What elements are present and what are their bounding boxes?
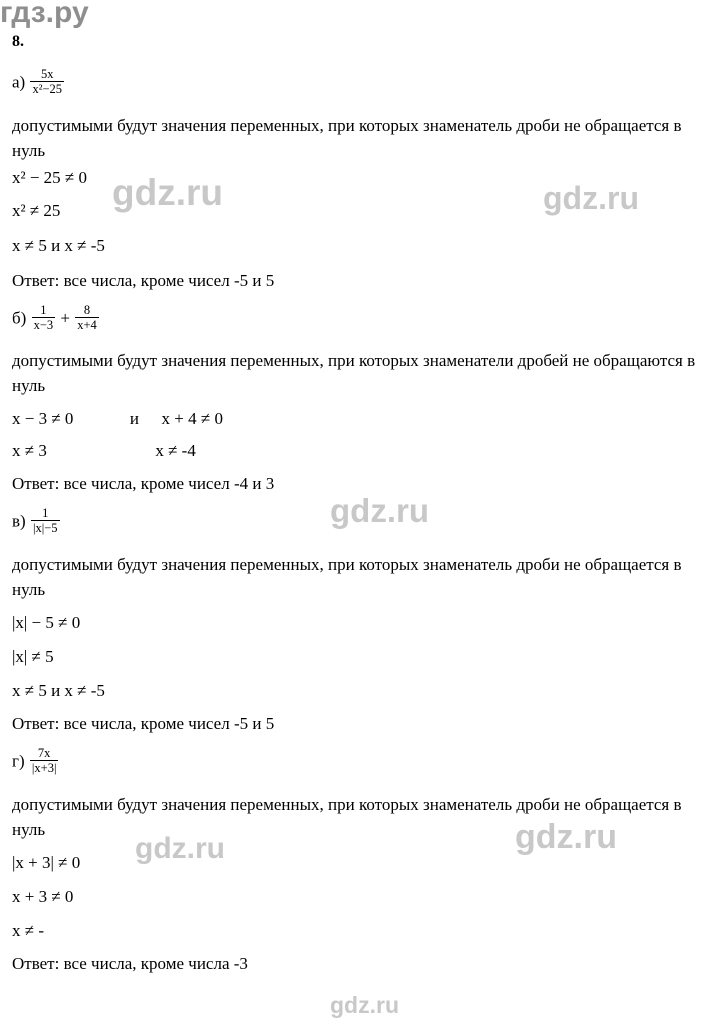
part-v-step-2: |x| ≠ 5 [12,647,54,666]
part-g-statement: допустимыми будут значения переменных, при которых знаменатель дроби не обращается в нуль [12,795,682,839]
part-g-label: г) [12,751,25,771]
part-a-fraction [30,67,64,96]
part-b-answer: Ответ: все числа, кроме чисел -4 и 3 [12,474,275,493]
part-a-statement: допустимыми будут значения переменных, при которых знаменатель дроби не обращается в нуль [12,116,682,160]
part-a-step-1: x² − 25 ≠ 0 [12,168,88,187]
part-b-expression [12,303,100,332]
part-b-plus-sign: + [60,308,70,328]
part-b-fraction-1-numerator: 1 [40,303,47,317]
part-b-step-1 [12,408,223,429]
part-a-step-2: x² ≠ 25 [12,201,61,220]
part-a-label: а) [12,72,26,92]
part-v-expression [12,506,61,535]
part-b-label: б) [12,308,27,328]
part-g-step-1: |x + 3| ≠ 0 [12,853,81,872]
part-v-step-1: |x| − 5 ≠ 0 [12,613,81,632]
part-g-step-2: x + 3 ≠ 0 [12,887,74,906]
part-a-fraction-denominator: x²−25 [32,82,63,96]
task-number: 8. [12,33,24,50]
part-g-step-3: x ≠ - [12,921,44,940]
part-b-fraction-2-denominator: x+4 [77,318,97,332]
part-a-expression [12,67,65,96]
watermark-2: gdz.ru [543,180,639,216]
part-b-step-1-conjunction: и [129,409,140,428]
part-b-statement: допустимыми будут значения переменных, при которых знаменатели дробей не обращаются в нуль [12,351,696,395]
part-b-fraction-2 [75,303,99,332]
part-b-fraction-1 [32,303,56,332]
part-v-label: в) [12,511,26,531]
part-g-fraction [30,746,59,775]
part-a-answer: Ответ: все числа, кроме чисел -5 и 5 [12,271,275,290]
site-logo-watermark: гдз.ру [0,0,89,29]
part-b-step-2-right: x ≠ -4 [155,441,196,460]
part-a-step-3: x ≠ 5 и x ≠ -5 [12,236,105,255]
part-b-fraction-1-denominator: x−3 [33,318,54,332]
part-b-step-1-left: x − 3 ≠ 0 [12,409,74,428]
part-v-fraction-denominator: |x|−5 [32,521,58,535]
part-b-step-2-left: x ≠ 3 [12,441,47,460]
part-g-answer: Ответ: все числа, кроме числа -3 [12,954,248,973]
part-v-fraction-numerator: 1 [42,506,49,520]
watermark-1: gdz.ru [112,172,223,213]
part-b-fraction-2-numerator: 8 [83,303,91,317]
watermark-4: gdz.ru [135,832,225,865]
part-b-step-1-right: x + 4 ≠ 0 [161,409,223,428]
part-b-step-2 [12,440,196,461]
part-g-fraction-denominator: |x+3| [31,761,57,775]
part-g-fraction-numerator: 7x [37,746,51,760]
watermark-5: gdz.ru [515,818,617,856]
part-g-expression [12,746,59,775]
watermark-bottom: gdz.ru [330,992,399,1018]
watermark-3: gdz.ru [330,492,429,529]
part-v-answer: Ответ: все числа, кроме чисел -5 и 5 [12,714,275,733]
part-a-fraction-numerator: 5x [41,67,54,81]
part-v-statement: допустимыми будут значения переменных, при которых знаменатель дроби не обращается в нуль [12,555,682,599]
part-v-step-3: x ≠ 5 и x ≠ -5 [12,681,105,700]
part-v-fraction [31,506,60,535]
